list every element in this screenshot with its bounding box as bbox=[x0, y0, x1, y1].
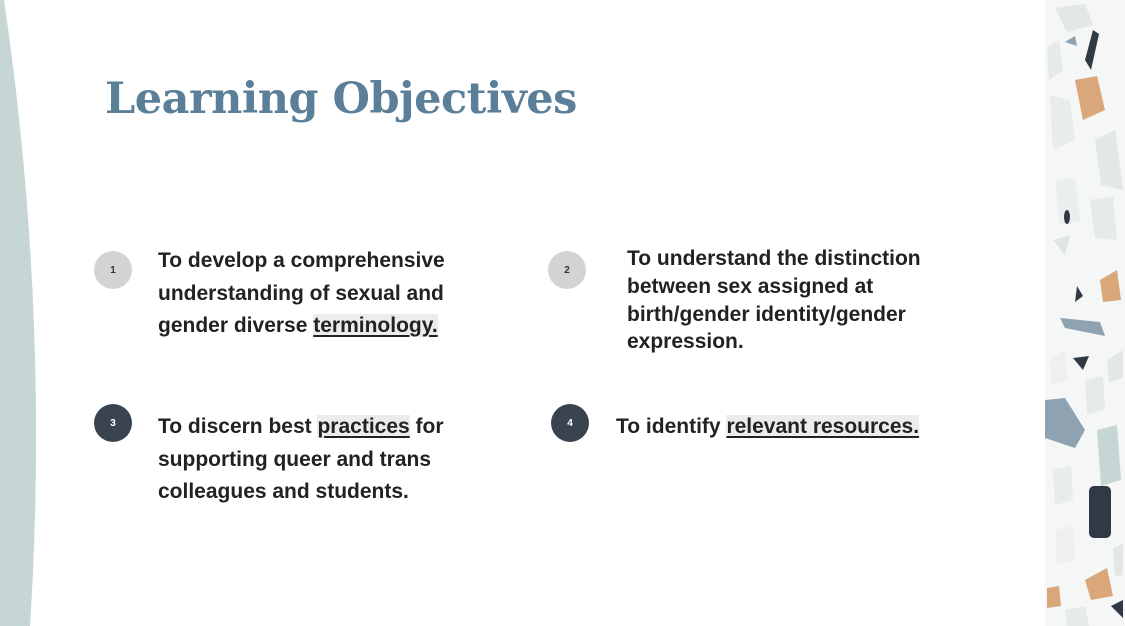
left-decorative-arc bbox=[0, 0, 60, 626]
slide-title: Learning Objectives bbox=[105, 74, 577, 124]
objective-4-text bbox=[616, 411, 1016, 444]
objective-3-highlight: practices bbox=[317, 415, 410, 438]
objective-3-number-badge bbox=[94, 404, 132, 442]
objective-3-text-rest: for supporting queer and trans colleagues and students. bbox=[158, 415, 444, 503]
objective-1-number: 1 bbox=[110, 264, 116, 276]
terrazzo-pattern-decoration bbox=[1045, 0, 1125, 626]
objective-3-text bbox=[158, 411, 488, 509]
objective-1-number-badge bbox=[94, 251, 132, 289]
objective-2-text-main: To understand the distinction between sex assigned at birth/gender identity/gender expression. bbox=[627, 247, 921, 354]
objective-4-number-badge bbox=[551, 404, 589, 442]
objective-2-number-badge bbox=[548, 251, 586, 289]
objective-2-number: 2 bbox=[564, 264, 570, 276]
objective-3-number: 3 bbox=[110, 417, 116, 429]
objective-3-text-main: To discern best bbox=[158, 415, 318, 438]
objective-1-highlight: terminology. bbox=[313, 314, 438, 337]
objective-4-highlight: relevant resources. bbox=[726, 415, 920, 438]
objective-1-text-main: To develop a comprehensive understanding of sexual and gender diverse bbox=[158, 249, 445, 337]
objective-4-text-main: To identify bbox=[616, 415, 727, 438]
objective-4-number: 4 bbox=[567, 417, 573, 429]
objective-1-text bbox=[158, 245, 498, 343]
objective-2-text bbox=[627, 245, 972, 356]
